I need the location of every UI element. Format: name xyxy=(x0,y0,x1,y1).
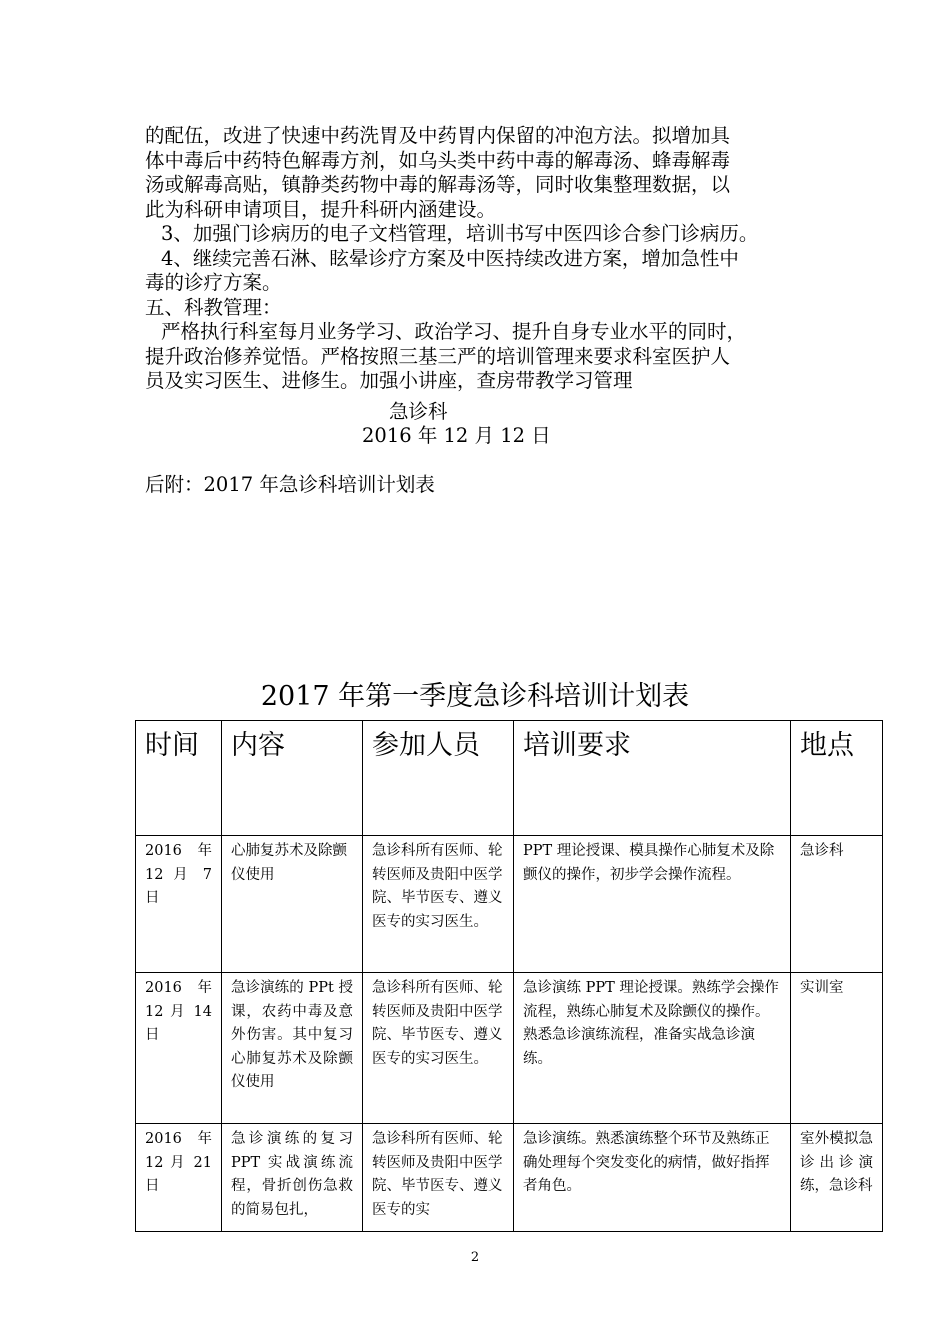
cell-time: 2016 年 12 月 14 日 xyxy=(136,973,222,1124)
section-text-line: 严格执行科室每月业务学习、政治学习、提升自身专业水平的同时， xyxy=(161,320,747,343)
cell-time: 2016 年 12 月 7 日 xyxy=(136,836,222,973)
cell-location: 室外模拟急诊出诊演练，急诊科 xyxy=(791,1124,883,1232)
signature-date: 2016 年 12 月 12 日 xyxy=(362,424,551,447)
table-row xyxy=(136,973,883,1124)
table-row xyxy=(136,1124,883,1232)
section-text-line: 提升政治修养觉悟。严格按照三基三严的培训管理来要求科室医护人 xyxy=(145,344,731,368)
cell-participants: 急诊科所有医师、轮转医师及贵阳中医学院、毕节医专、遵义医专的实习医生。 xyxy=(363,836,514,973)
page-number: 2 xyxy=(470,1250,480,1265)
paragraph-line: 体中毒后中药特色解毒方剂，如乌头类中药中毒的解毒汤、蜂毒解毒 xyxy=(145,148,731,172)
signature-department: 急诊科 xyxy=(389,400,448,423)
paragraph-line: 汤或解毒高贴，镇静类药物中毒的解毒汤等，同时收集整理数据，以 xyxy=(145,173,731,196)
training-plan-table xyxy=(135,720,883,1232)
header-content: 内容 xyxy=(222,721,363,836)
table-title: 2017 年第一季度急诊科培训计划表 xyxy=(260,681,690,712)
cell-requirements: 急诊演练。熟悉演练整个环节及熟练正确处理每个突发变化的病情，做好指挥者角色。 xyxy=(514,1124,791,1232)
header-participants: 参加人员 xyxy=(363,721,514,836)
cell-content: 急诊演练的复习 PPT 实战演练流程，骨折创伤急救的简易包扎， xyxy=(222,1124,363,1232)
item-3: 3、加强门诊病历的电子文档管理，培训书写中医四诊合参门诊病历。 xyxy=(161,222,759,245)
attachment-note: 后附：2017 年急诊科培训计划表 xyxy=(145,473,435,496)
header-location: 地点 xyxy=(791,721,883,836)
section-heading: 五、科教管理： xyxy=(145,295,282,319)
cell-content: 心肺复苏术及除颤仪使用 xyxy=(222,836,363,973)
cell-time: 2016 年 12 月 21 日 xyxy=(136,1124,222,1232)
cell-participants: 急诊科所有医师、轮转医师及贵阳中医学院、毕节医专、遵义医专的实 xyxy=(363,1124,514,1232)
cell-content: 急诊演练的 PPt 授课，农药中毒及意外伤害。其中复习心肺复苏术及除颤仪使用 xyxy=(222,973,363,1124)
cell-requirements: 急诊演练 PPT 理论授课。熟练学会操作流程，熟练心肺复术及除颤仪的操作。熟悉急诊演练流程，准备实战急诊演练。 xyxy=(514,973,791,1124)
cell-location: 实训室 xyxy=(791,973,883,1124)
header-requirements: 培训要求 xyxy=(514,721,791,836)
cell-location: 急诊科 xyxy=(791,836,883,973)
table-row xyxy=(136,836,883,973)
header-time: 时间 xyxy=(136,721,222,836)
paragraph-line: 此为科研申请项目，提升科研内涵建设。 xyxy=(145,197,497,221)
cell-requirements: PPT 理论授课、模具操作心肺复术及除颤仪的操作，初步学会操作流程。 xyxy=(514,836,791,973)
section-text-line: 员及实习医生、进修生。加强小讲座，查房带教学习管理 xyxy=(145,369,633,392)
cell-participants: 急诊科所有医师、轮转医师及贵阳中医学院、毕节医专、遵义医专的实习医生。 xyxy=(363,973,514,1124)
table-header-row xyxy=(136,721,883,836)
body-text xyxy=(145,124,825,394)
paragraph-line: 的配伍，改进了快速中药洗胃及中药胃内保留的冲泡方法。拟增加具 xyxy=(145,124,731,147)
item-4-line: 毒的诊疗方案。 xyxy=(145,271,282,294)
item-4-line: 4、继续完善石淋、眩晕诊疗方案及中医持续改进方案，增加急性中 xyxy=(161,246,739,270)
